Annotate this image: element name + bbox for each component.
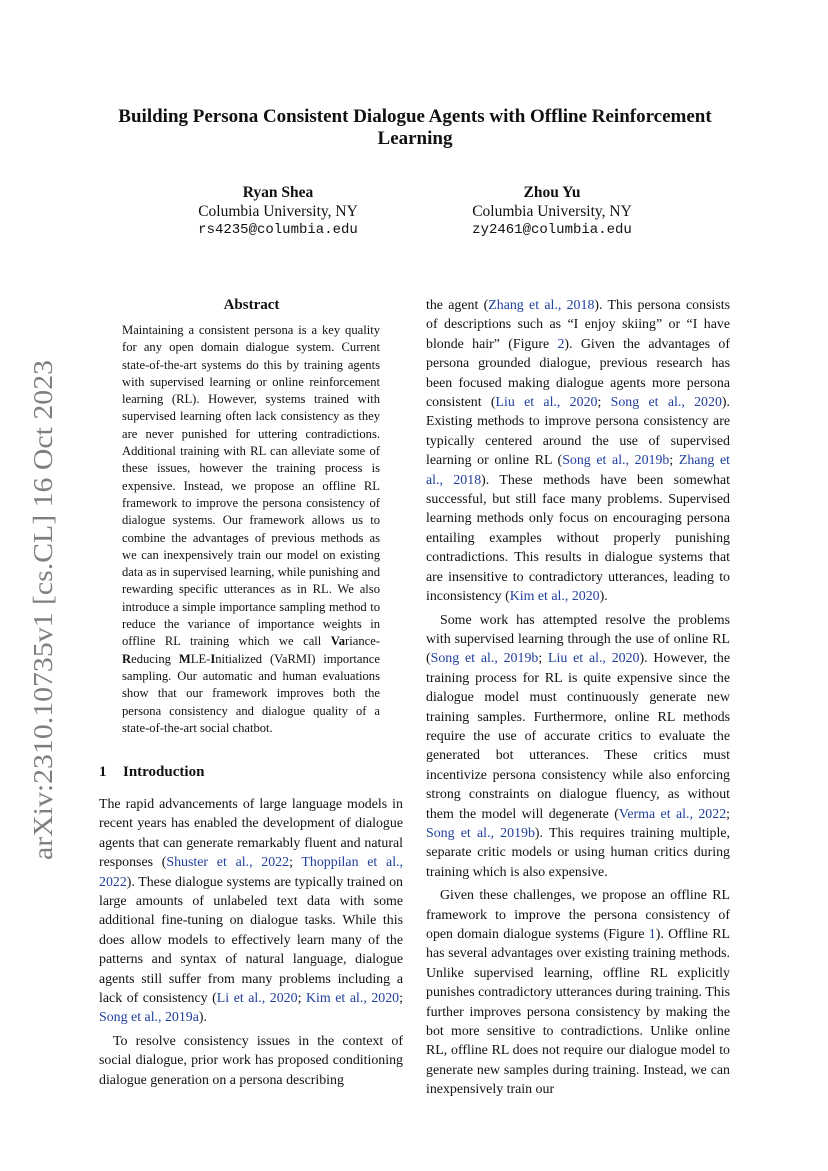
- abstract-text-part: LE-: [190, 651, 211, 666]
- abstract-emphasis: Va: [330, 634, 346, 649]
- text-run: ;: [289, 855, 302, 871]
- right-column-body: [426, 296, 730, 1104]
- abstract-emphasis: I: [210, 651, 216, 666]
- figure-link[interactable]: 1: [648, 927, 656, 942]
- citation-link[interactable]: Song et al., 2019a: [99, 1010, 199, 1026]
- text-run: ).: [599, 589, 608, 605]
- abstract-text-part: riance-: [345, 634, 380, 649]
- paragraph: To resolve consistency issues in the context of social dialogue, prior work has proposed conditioning dialogue generation on a persona describing: [99, 1033, 403, 1088]
- author-affiliation: Columbia University, NY: [472, 203, 632, 220]
- paper-title: Building Persona Consistent Dialogue Agents with Offline Reinforcement Learning: [118, 106, 712, 149]
- text-run: ;: [726, 806, 730, 822]
- abstract-text-part: Maintaining a consistent persona is a key quality for any open domain dialogue system. Current state-of-the-art systems do this by training agents with supervised learning or online reinforcement learning (RL). However, systems trained with supervised learning often lack consistency as they are never punished for uttering contradictions. Additional training with RL can alleviate some of these issues, however the training process is expensive. Instead, we propose an offline RL framework to improve the persona consistency of dialogue systems. Our framework allows us to combine the advantages of previous methods as we can inexpensively train our model on existing data as in supervised learning, while punishing and rewarding specific utterances as in RL. We also introduce a simple importance sampling method to reduce the variance of importance weights in offline RL training which we call: [122, 323, 380, 649]
- citation-link[interactable]: Liu et al., 2020: [548, 651, 640, 667]
- abstract-text-part: nitialized (VaRMI) importance sampling. Our automatic and human evaluations show that our framework improves both the persona consistency and dialogue quality of a state-of-the-art social chatbot.: [122, 651, 380, 735]
- paragraph: [426, 296, 730, 607]
- citation-link[interactable]: Shuster et al., 2022: [166, 855, 290, 871]
- citation-link[interactable]: Zhang et al., 2018: [488, 298, 595, 313]
- arxiv-stamp-text: arXiv:2310.10735v1 [cs.CL] 16 Oct 2023: [27, 398, 58, 860]
- author-email: zy2461@columbia.edu: [472, 222, 632, 238]
- text-run: ). However, the training process for RL is quite expensive since the dialogue model must continuously generate new training samples. Furthermore, online RL methods require the use of accurate critics to evaluate the generated bot utterances. These critics must incentivize persona consistency while also enforcing strong constraints on dialogue fluency, as without them the model will degenerate (: [426, 651, 731, 822]
- text-run: Given these challenges, we propose an offline RL framework to improve the persona consistency of open domain dialogue systems (Figure: [426, 888, 730, 942]
- author-block-2: [422, 183, 682, 240]
- citation-link[interactable]: Song et al., 2020: [610, 395, 722, 411]
- text-run: ;: [297, 991, 306, 1007]
- citation-link[interactable]: Liu et al., 2020: [495, 395, 598, 411]
- arxiv-identifier-stamp: [8, 360, 68, 860]
- text-run: ). This requires training multiple, separate critic models or using human critics during training which is also expensive.: [426, 825, 730, 880]
- citation-link[interactable]: Thoppilan et al., 2022: [99, 855, 403, 890]
- author-email: rs4235@columbia.edu: [198, 222, 358, 238]
- text-run: ). These dialogue systems are typically trained on large amounts of unlabeled text data with some additional fine-tuning on dialogue tasks. While this does allow models to effectively learn many of the patterns and syntax of natural language, dialogue agents still suffer from many problems including a lack of consistency (: [99, 874, 403, 1007]
- section-number: 1: [99, 764, 107, 780]
- author-affiliation: Columbia University, NY: [198, 203, 358, 220]
- section-heading: [99, 764, 204, 781]
- paragraph: [99, 795, 403, 1028]
- paragraph: [426, 611, 730, 883]
- text-run: The rapid advancements of large language models in recent years has enabled the development of dialogue agents that can generate remarkably fluent and natural responses (: [99, 797, 403, 871]
- figure-link[interactable]: 2: [557, 336, 565, 352]
- section-title: Introduction: [123, 764, 205, 780]
- citation-link[interactable]: Song et al., 2019b: [426, 825, 535, 841]
- text-run: ). Given the advantages of persona grounded dialogue, previous research has been focused making dialogue agents more persona consistent (: [426, 336, 730, 411]
- left-column-body: [99, 795, 403, 1094]
- citation-link[interactable]: Zhang et al., 2018: [426, 453, 730, 488]
- abstract-heading: Abstract: [223, 297, 280, 313]
- text-run: ;: [399, 991, 403, 1007]
- citation-link[interactable]: Song et al., 2019b: [430, 651, 539, 667]
- abstract-emphasis: R: [122, 651, 132, 666]
- text-run: ;: [538, 651, 549, 667]
- text-run: Some work has attempted resolve the problems with supervised learning through the use of online RL (: [426, 612, 730, 667]
- text-run: the agent (: [426, 298, 489, 313]
- text-run: ;: [597, 395, 611, 411]
- abstract-text-part: educing: [131, 651, 179, 666]
- citation-link[interactable]: Kim et al., 2020: [306, 991, 400, 1007]
- author-name: Zhou Yu: [523, 184, 581, 201]
- citation-link[interactable]: Song et al., 2019b: [562, 453, 670, 469]
- abstract-emphasis: M: [178, 651, 191, 666]
- text-run: ;: [669, 453, 679, 469]
- text-run: ). This persona consists of descriptions such as “I enjoy skiing” or “I have blonde hair” (Figure: [426, 298, 731, 352]
- citation-link[interactable]: Verma et al., 2022: [618, 806, 727, 822]
- paragraph: [426, 886, 730, 1099]
- text-run: ). These methods have been somewhat successful, but still face many problems. Supervised learning methods only focus on encouraging persona entailing examples without properly punishing contradictions. This results in dialogue systems that are insensitive to contradictory utterances, leading to inconsistency (: [426, 472, 730, 605]
- citation-link[interactable]: Kim et al., 2020: [509, 589, 600, 605]
- text-run: ). Existing methods to improve persona consistency are typically centered around the use of supervised learning or online RL (: [426, 395, 730, 469]
- text-run: ).: [198, 1010, 208, 1026]
- abstract-text: [122, 322, 380, 737]
- citation-link[interactable]: Li et al., 2020: [216, 991, 298, 1007]
- author-name: Ryan Shea: [242, 184, 314, 201]
- text-run: ). Offline RL has several advantages over existing training methods. Unlike supervised learning, offline RL explicitly punishes contradictory utterances during training. This further improves persona consistency by making the bot more sensitive to contradictions. Unlike online RL, offline RL does not require our dialogue model to generate new samples during training. Instead, we can inexpensively train our: [426, 927, 731, 1098]
- author-block-1: [148, 183, 408, 240]
